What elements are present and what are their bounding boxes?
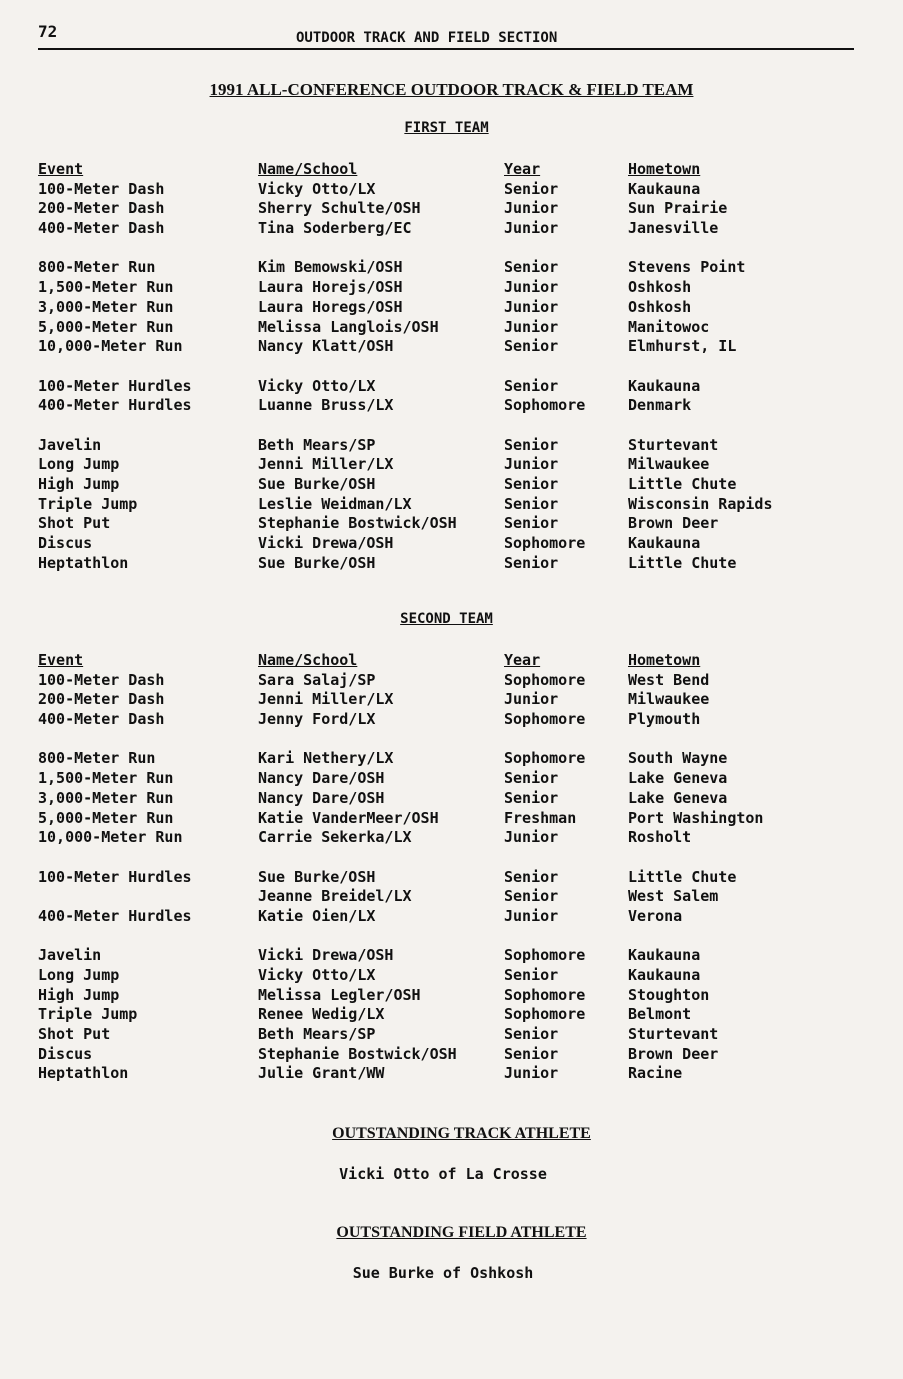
name-cell: Katie Oien/LX bbox=[258, 906, 376, 925]
hometown-cell: Stevens Point bbox=[628, 258, 746, 277]
table-row bbox=[38, 946, 848, 966]
table-row bbox=[38, 278, 848, 298]
event-cell: 100-Meter Dash bbox=[38, 179, 165, 198]
table-header-row bbox=[38, 651, 848, 671]
year-cell: Senior bbox=[504, 514, 559, 533]
award-winner-track: Vicki Otto of La Crosse bbox=[339, 1165, 547, 1183]
year-cell: Junior bbox=[504, 690, 559, 709]
table-row bbox=[38, 495, 848, 515]
event-cell: 400-Meter Hurdles bbox=[38, 906, 192, 925]
year-cell: Senior bbox=[504, 494, 559, 513]
hometown-cell: Kaukauna bbox=[628, 946, 701, 965]
year-cell: Senior bbox=[504, 475, 559, 493]
year-cell: Junior bbox=[504, 1064, 559, 1083]
name-cell: Jenni Miller/LX bbox=[258, 455, 394, 474]
hometown-cell: Port Washington bbox=[628, 808, 764, 827]
event-cell: 3,000-Meter Run bbox=[38, 297, 174, 316]
event-cell: Heptathlon bbox=[38, 1064, 129, 1083]
name-cell: Jenny Ford/LX bbox=[258, 710, 376, 729]
event-cell: 400-Meter Hurdles bbox=[38, 396, 192, 415]
page-title: 1991 ALL-CONFERENCE OUTDOOR TRACK & FIELD TEAM bbox=[209, 80, 694, 99]
name-cell: Laura Horejs/OSH bbox=[258, 278, 403, 297]
table-row bbox=[38, 1045, 848, 1065]
table-row bbox=[38, 377, 848, 397]
hometown-cell: Kaukauna bbox=[628, 376, 701, 395]
column-header-year: Year bbox=[504, 160, 541, 178]
hometown-cell: Little Chute bbox=[628, 867, 737, 886]
table-row bbox=[38, 749, 848, 769]
name-cell: Vicky Otto/LX bbox=[258, 376, 376, 395]
name-cell: Sherry Schulte/OSH bbox=[258, 199, 421, 218]
column-header-event: Event bbox=[38, 651, 84, 669]
table-row bbox=[38, 690, 848, 710]
hometown-cell: Sun Prairie bbox=[628, 199, 728, 218]
event-cell: 100-Meter Dash bbox=[38, 670, 165, 689]
column-header-name: Name/School bbox=[258, 160, 358, 178]
table-row bbox=[38, 514, 848, 534]
hometown-cell: Little Chute bbox=[628, 475, 737, 493]
hometown-cell: Wisconsin Rapids bbox=[628, 494, 773, 513]
table-row bbox=[38, 180, 848, 200]
year-cell: Sophomore bbox=[504, 1005, 586, 1024]
table-row bbox=[38, 986, 848, 1006]
event-cell: Triple Jump bbox=[38, 1005, 138, 1024]
year-cell: Senior bbox=[504, 966, 559, 984]
column-header-event: Event bbox=[38, 160, 84, 178]
name-cell: Vicki Drewa/OSH bbox=[258, 946, 394, 965]
name-cell: Katie VanderMeer/OSH bbox=[258, 808, 439, 827]
hometown-cell: Rosholt bbox=[628, 828, 692, 847]
event-cell: 1,500-Meter Run bbox=[38, 278, 174, 297]
year-cell: Sophomore bbox=[504, 749, 586, 768]
name-cell: Sue Burke/OSH bbox=[258, 867, 376, 886]
table-row bbox=[38, 828, 848, 848]
event-cell: 200-Meter Dash bbox=[38, 199, 165, 218]
event-cell: Long Jump bbox=[38, 966, 120, 984]
event-cell: Shot Put bbox=[38, 1025, 111, 1044]
event-cell: 100-Meter Hurdles bbox=[38, 867, 192, 886]
year-cell: Sophomore bbox=[504, 946, 586, 965]
year-cell: Freshman bbox=[504, 808, 577, 827]
award-winner-field: Sue Burke of Oshkosh bbox=[352, 1264, 534, 1282]
year-cell: Junior bbox=[504, 317, 559, 336]
table-row bbox=[38, 258, 848, 278]
event-cell: Heptathlon bbox=[38, 553, 129, 572]
event-cell: 3,000-Meter Run bbox=[38, 788, 174, 807]
award-title-field: OUTSTANDING FIELD ATHLETE bbox=[336, 1224, 587, 1241]
event-cell: High Jump bbox=[38, 475, 120, 493]
year-cell: Senior bbox=[504, 788, 559, 807]
event-cell: Long Jump bbox=[38, 455, 120, 474]
hometown-cell: West Bend bbox=[628, 670, 710, 689]
year-cell: Sophomore bbox=[504, 396, 586, 415]
hometown-cell: Oshkosh bbox=[628, 278, 692, 297]
year-cell: Junior bbox=[504, 297, 559, 316]
year-cell: Junior bbox=[504, 455, 559, 474]
hometown-cell: Milwaukee bbox=[628, 690, 710, 709]
hometown-cell: Verona bbox=[628, 906, 683, 925]
event-cell: 800-Meter Run bbox=[38, 749, 156, 768]
table-row bbox=[38, 966, 848, 986]
year-cell: Senior bbox=[504, 435, 559, 454]
name-cell: Tina Soderberg/EC bbox=[258, 219, 412, 238]
column-header-year: Year bbox=[504, 651, 541, 669]
name-cell: Nancy Dare/OSH bbox=[258, 769, 385, 788]
first-team-table bbox=[38, 160, 848, 573]
name-cell: Sue Burke/OSH bbox=[258, 553, 376, 572]
hometown-cell: Little Chute bbox=[628, 553, 737, 572]
name-cell: Beth Mears/SP bbox=[258, 435, 376, 454]
event-cell: Javelin bbox=[38, 435, 102, 454]
name-cell: Stephanie Bostwick/OSH bbox=[258, 1044, 457, 1063]
name-cell: Renee Wedig/LX bbox=[258, 1005, 385, 1024]
hometown-cell: South Wayne bbox=[628, 749, 728, 768]
year-cell: Senior bbox=[504, 1025, 559, 1044]
table-row bbox=[38, 769, 848, 789]
hometown-cell: Denmark bbox=[628, 396, 692, 415]
year-cell: Senior bbox=[504, 179, 559, 198]
hometown-cell: Milwaukee bbox=[628, 455, 710, 474]
hometown-cell: Kaukauna bbox=[628, 534, 701, 553]
table-row bbox=[38, 436, 848, 456]
hometown-cell: Lake Geneva bbox=[628, 788, 728, 807]
table-row bbox=[38, 475, 848, 495]
hometown-cell: Oshkosh bbox=[628, 297, 692, 316]
hometown-cell: West Salem bbox=[628, 887, 719, 906]
name-cell: Kim Bemowski/OSH bbox=[258, 258, 403, 277]
hometown-cell: Elmhurst, IL bbox=[628, 337, 737, 356]
name-cell: Vicky Otto/LX bbox=[258, 179, 376, 198]
year-cell: Senior bbox=[504, 553, 559, 572]
second-team-table bbox=[38, 651, 848, 1084]
table-row bbox=[38, 554, 848, 574]
section-title: OUTDOOR TRACK AND FIELD SECTION bbox=[296, 30, 558, 46]
year-cell: Sophomore bbox=[504, 985, 586, 1004]
first-team-heading: FIRST TEAM bbox=[404, 120, 489, 136]
hometown-cell: Lake Geneva bbox=[628, 769, 728, 788]
table-row bbox=[38, 199, 848, 219]
name-cell: Nancy Dare/OSH bbox=[258, 788, 385, 807]
table-row bbox=[38, 1064, 848, 1084]
year-cell: Senior bbox=[504, 887, 559, 906]
table-row bbox=[38, 396, 848, 416]
year-cell: Sophomore bbox=[504, 710, 586, 729]
page-header bbox=[38, 22, 854, 50]
table-header-row bbox=[38, 160, 848, 180]
name-cell: Vicki Drewa/OSH bbox=[258, 534, 394, 553]
year-cell: Senior bbox=[504, 1044, 559, 1063]
year-cell: Junior bbox=[504, 828, 559, 847]
name-cell: Kari Nethery/LX bbox=[258, 749, 394, 768]
table-row bbox=[38, 809, 848, 829]
name-cell: Julie Grant/WW bbox=[258, 1064, 385, 1083]
hometown-cell: Kaukauna bbox=[628, 179, 701, 198]
year-cell: Junior bbox=[504, 219, 559, 238]
hometown-cell: Plymouth bbox=[628, 710, 701, 729]
name-cell: Jenni Miller/LX bbox=[258, 690, 394, 709]
hometown-cell: Stoughton bbox=[628, 985, 710, 1004]
event-cell: 10,000-Meter Run bbox=[38, 337, 183, 356]
event-cell: High Jump bbox=[38, 985, 120, 1004]
name-cell: Luanne Bruss/LX bbox=[258, 396, 394, 415]
column-header-hometown: Hometown bbox=[628, 651, 701, 669]
event-cell: 5,000-Meter Run bbox=[38, 808, 174, 827]
hometown-cell: Kaukauna bbox=[628, 966, 701, 984]
name-cell: Carrie Sekerka/LX bbox=[258, 828, 412, 847]
table-row bbox=[38, 710, 848, 730]
event-cell: Discus bbox=[38, 1044, 93, 1063]
year-cell: Senior bbox=[504, 376, 559, 395]
hometown-cell: Manitowoc bbox=[628, 317, 710, 336]
table-row bbox=[38, 219, 848, 239]
name-cell: Nancy Klatt/OSH bbox=[258, 337, 394, 356]
event-cell: 400-Meter Dash bbox=[38, 219, 165, 238]
table-row bbox=[38, 337, 848, 357]
hometown-cell: Sturtevant bbox=[628, 1025, 719, 1044]
name-cell: Melissa Langlois/OSH bbox=[258, 317, 439, 336]
hometown-cell: Sturtevant bbox=[628, 435, 719, 454]
event-cell: 10,000-Meter Run bbox=[38, 828, 183, 847]
table-row bbox=[38, 671, 848, 691]
name-cell: Beth Mears/SP bbox=[258, 1025, 376, 1044]
name-cell: Sue Burke/OSH bbox=[258, 475, 376, 493]
table-row bbox=[38, 887, 848, 907]
year-cell: Senior bbox=[504, 769, 559, 788]
table-row bbox=[38, 455, 848, 475]
year-cell: Senior bbox=[504, 867, 559, 886]
table-row bbox=[38, 1025, 848, 1045]
page-number: 72 bbox=[38, 22, 58, 41]
event-cell: Shot Put bbox=[38, 514, 111, 533]
name-cell: Jeanne Breidel/LX bbox=[258, 887, 412, 906]
table-row bbox=[38, 907, 848, 927]
event-cell: 1,500-Meter Run bbox=[38, 769, 174, 788]
hometown-cell: Racine bbox=[628, 1064, 683, 1083]
hometown-cell: Brown Deer bbox=[628, 514, 719, 533]
year-cell: Senior bbox=[504, 337, 559, 356]
table-row bbox=[38, 534, 848, 554]
name-cell: Sara Salaj/SP bbox=[258, 670, 376, 689]
hometown-cell: Belmont bbox=[628, 1005, 692, 1024]
name-cell: Laura Horegs/OSH bbox=[258, 297, 403, 316]
event-cell: 200-Meter Dash bbox=[38, 690, 165, 709]
second-team-heading: SECOND TEAM bbox=[400, 611, 493, 627]
table-row bbox=[38, 1005, 848, 1025]
event-cell bbox=[38, 887, 258, 907]
year-cell: Junior bbox=[504, 199, 559, 218]
year-cell: Senior bbox=[504, 258, 559, 277]
table-row bbox=[38, 868, 848, 888]
column-header-name: Name/School bbox=[258, 651, 358, 669]
event-cell: 100-Meter Hurdles bbox=[38, 376, 192, 395]
event-cell: 400-Meter Dash bbox=[38, 710, 165, 729]
table-row bbox=[38, 318, 848, 338]
name-cell: Leslie Weidman/LX bbox=[258, 494, 412, 513]
name-cell: Melissa Legler/OSH bbox=[258, 985, 421, 1004]
event-cell: Discus bbox=[38, 534, 93, 553]
table-row bbox=[38, 789, 848, 809]
event-cell: 800-Meter Run bbox=[38, 258, 156, 277]
name-cell: Stephanie Bostwick/OSH bbox=[258, 514, 457, 533]
event-cell: 5,000-Meter Run bbox=[38, 317, 174, 336]
name-cell: Vicky Otto/LX bbox=[258, 966, 376, 984]
year-cell: Junior bbox=[504, 906, 559, 925]
year-cell: Junior bbox=[504, 278, 559, 297]
hometown-cell: Brown Deer bbox=[628, 1044, 719, 1063]
event-cell: Triple Jump bbox=[38, 494, 138, 513]
year-cell: Sophomore bbox=[504, 670, 586, 689]
award-title-track: OUTSTANDING TRACK ATHLETE bbox=[332, 1125, 591, 1142]
hometown-cell: Janesville bbox=[628, 219, 719, 238]
column-header-hometown: Hometown bbox=[628, 160, 701, 178]
event-cell: Javelin bbox=[38, 946, 102, 965]
year-cell: Sophomore bbox=[504, 534, 586, 553]
table-row bbox=[38, 298, 848, 318]
